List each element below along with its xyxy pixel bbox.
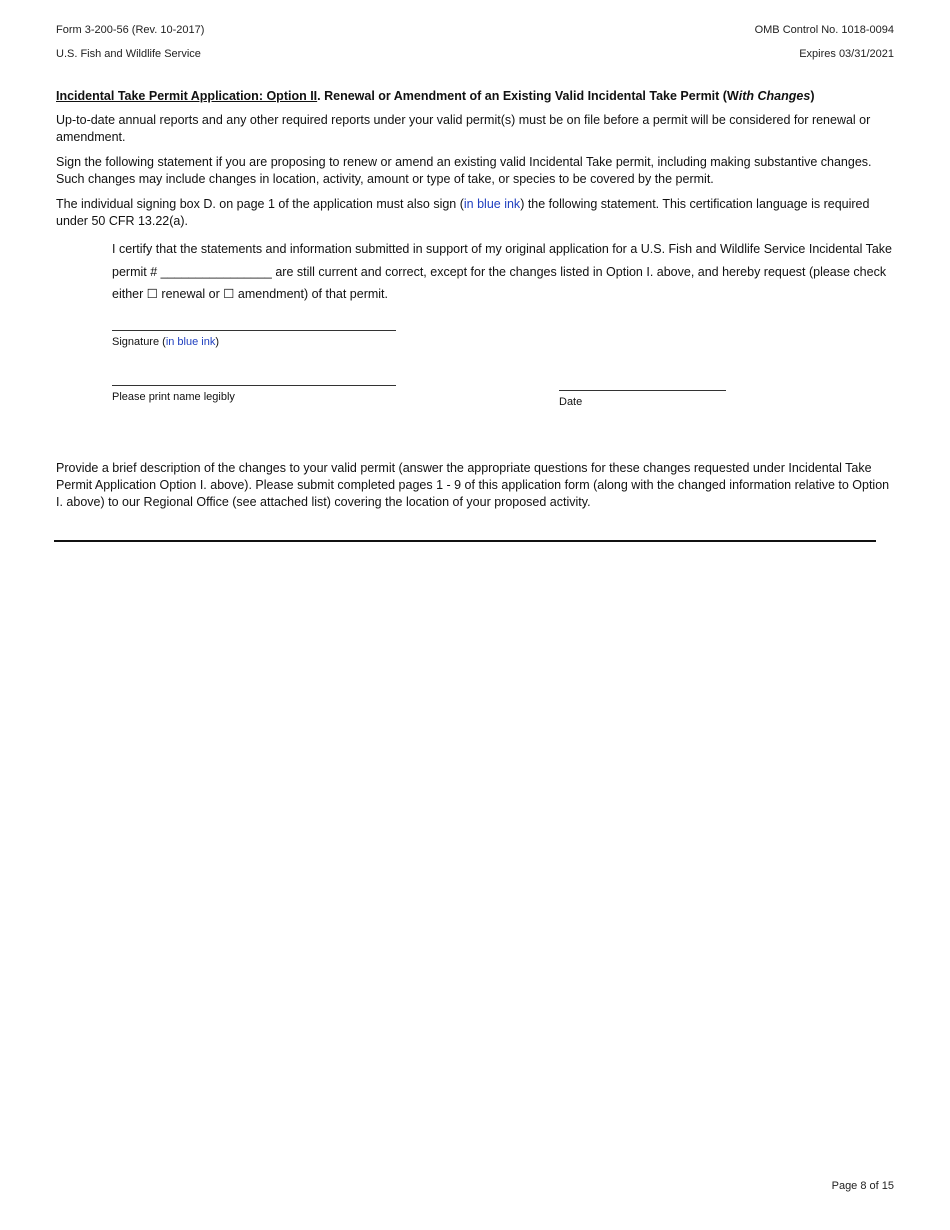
signature-line	[112, 330, 396, 331]
section-title-option: Incidental Take Permit Application: Option II	[56, 89, 318, 103]
section-title	[56, 88, 894, 105]
main-content	[56, 88, 894, 519]
section-title-italic: ith Changes	[738, 89, 811, 103]
section-divider	[54, 540, 876, 542]
header-left	[56, 23, 204, 61]
signature-block	[56, 322, 894, 454]
certification-statement: I certify that the statements and information submitted in support of my original application for a U.S. Fish and Wildlife Service Incidental Take permit # ________________ are still current and correct, except for the changes listed in Option I. above, and hereby request (please check either ☐ renewal or ☐ amendment) of that permit.	[112, 242, 893, 301]
omb-control-number: OMB Control No. 1018-0094	[754, 24, 894, 36]
printed-name-line	[112, 385, 396, 386]
section-title-close: )	[810, 89, 815, 103]
expiration-date: Expires 03/31/2021	[799, 48, 894, 60]
signer-instruction-text-end: ) the following statement. This certification language is required under 50 CFR 13.22(a).	[56, 197, 870, 228]
signature-field[interactable]	[112, 330, 396, 349]
sign-statement-paragraph: Sign the following statement if you are proposing to renew or amend an existing valid Incidental Take permit, including making substantive changes. Such changes may include changes in location, activity, amount or type of take, or species to be covered by the permit.	[56, 155, 872, 186]
signature-label: Signature (in blue ink)	[112, 335, 220, 348]
signer-instruction-paragraph	[56, 196, 894, 230]
section-title-main: . Renewal or Amendment of an Existing Valid Incidental Take Permit (W	[317, 89, 739, 103]
date-label: Date	[559, 395, 583, 408]
changes-description-paragraph: Provide a brief description of the changes to your valid permit (answer the appropriate questions for these changes requested under Incidental Take Permit Application Option I. above). Please submit completed pages 1 - 9 of this application form (along with the changed information relative to Option I. above) to our Regional Office (see attached list) covering the location of your proposed activity.	[56, 460, 890, 509]
printed-name-label: Please print name legibly	[112, 390, 235, 403]
signer-instruction-text: The individual signing box D. on page 1 of the application must also sign (	[56, 197, 464, 211]
page-number: Page 8 of 15	[831, 1180, 894, 1192]
blue-ink-note: in blue ink	[463, 197, 521, 211]
form-number: Form 3-200-56 (Rev. 10-2017)	[56, 24, 205, 36]
agency-name: U.S. Fish and Wildlife Service	[56, 48, 201, 60]
date-line	[559, 390, 726, 391]
reports-requirement-paragraph: Up-to-date annual reports and any other required reports under your valid permit(s) must be on file before a permit will be considered for renewal or amendment.	[56, 113, 871, 144]
date-field[interactable]	[559, 390, 726, 409]
header-right	[755, 23, 894, 61]
printed-name-field[interactable]	[112, 385, 396, 404]
